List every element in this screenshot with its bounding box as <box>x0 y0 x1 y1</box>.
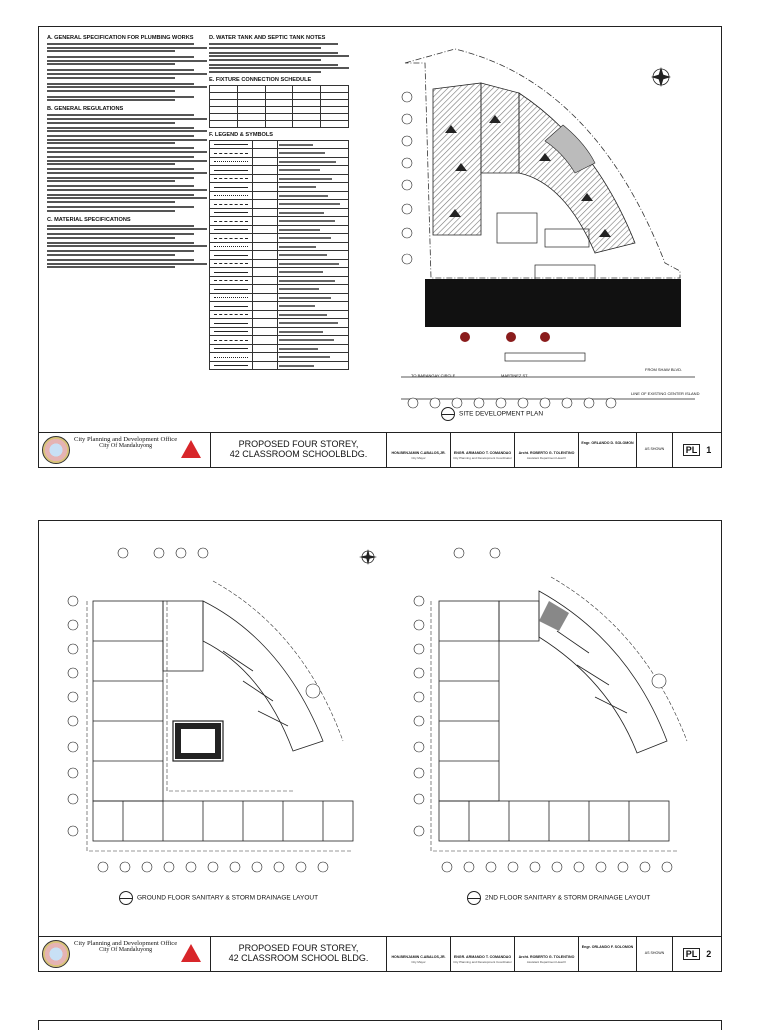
legend-row <box>210 183 349 192</box>
sig-role: City Mayor <box>411 456 426 460</box>
signatory-mayor <box>387 433 451 467</box>
section-e-title: E. FIXTURE CONNECTION SCHEDULE <box>209 76 312 83</box>
prepared-by <box>579 937 637 971</box>
ground-floor-drainage-layout <box>63 541 363 881</box>
sig-name: ENGR. ARMANDO T. COMANDAO <box>453 955 512 959</box>
scale-value: AS SHOWN <box>644 447 665 451</box>
prepared-name: Engr. ORLANDO F. SOLOMON <box>581 945 634 949</box>
site-plan-caption <box>441 407 543 421</box>
office-city: City Of Mandaluyong <box>99 947 153 953</box>
section-c-text <box>47 225 207 269</box>
legend-row <box>210 336 349 345</box>
warning-triangle-icon <box>181 440 201 458</box>
legend-row <box>210 276 349 285</box>
plumbing-sheet-3-partial <box>38 1020 722 1030</box>
sig-name: HON.BENJAMIN C.ABALOS,JR. <box>391 955 446 959</box>
legend-row <box>210 225 349 234</box>
legend-row <box>210 268 349 277</box>
sig-name: Archt. ROBERTO G. TOLENTINO <box>518 451 575 455</box>
office-name: City Planning and Development Office <box>74 940 178 947</box>
sheet-code: PL <box>683 948 701 960</box>
legend-row <box>210 191 349 200</box>
city-seal-icon <box>42 940 70 968</box>
legend-table <box>209 140 349 371</box>
legend-row <box>210 174 349 183</box>
legend-row <box>210 259 349 268</box>
scale-cell <box>637 433 673 467</box>
section-a-title: A. GENERAL SPECIFICATION FOR PLUMBING WORKS <box>47 35 194 41</box>
paved-parking-area <box>425 279 681 327</box>
fixture-schedule-table <box>209 85 349 128</box>
section-c-title: C. MATERIAL SPECIFICATIONS <box>47 216 131 223</box>
legend-row <box>210 310 349 319</box>
sig-name: ENGR. ARMANDO T. COMANDAO <box>453 451 512 455</box>
section-b-text <box>47 114 207 211</box>
project-cell <box>211 433 387 467</box>
legend-row <box>210 327 349 336</box>
notes-column-right <box>209 33 349 370</box>
prepared-name: Engr. ORLANDO D. SOLOMON <box>581 441 634 445</box>
legend-row <box>210 234 349 243</box>
site-plan-caption-text: SITE DEVELOPMENT PLAN <box>459 410 544 418</box>
callout-circle-icon <box>467 891 481 905</box>
project-title-line1: PROPOSED FOUR STOREY, <box>238 439 359 449</box>
legend-row <box>210 157 349 166</box>
title-block-2 <box>39 936 721 971</box>
legend-row <box>210 208 349 217</box>
section-a-text <box>47 43 207 101</box>
callout-circle-icon <box>441 407 455 421</box>
plumbing-sheet-2 <box>38 520 722 972</box>
sheet-code: PL <box>683 444 701 456</box>
legend-row <box>210 166 349 175</box>
sheet-number-cell <box>673 937 721 971</box>
legend-row <box>210 140 349 149</box>
legend-row <box>210 353 349 362</box>
city-seal-icon <box>42 436 70 464</box>
project-title-line2: 42 CLASSROOM SCHOOL BLDG. <box>228 953 369 963</box>
section-d-title: D. WATER TANK AND SEPTIC TANK NOTES <box>209 35 326 41</box>
office-cell <box>39 937 211 971</box>
sig-role: City Planning and Development Coordinator <box>453 960 512 964</box>
street-label-right: FROM SHAW BLVD. <box>645 367 683 372</box>
ground-floor-caption <box>119 891 318 905</box>
legend-row <box>210 319 349 328</box>
project-title-line1: PROPOSED FOUR STOREY, <box>238 943 359 953</box>
scale-value: AS SHOWN <box>644 951 665 955</box>
legend-row <box>210 302 349 311</box>
title-block-1 <box>39 432 721 467</box>
section-d-text <box>209 43 349 73</box>
scale-cell <box>637 937 673 971</box>
section-f-title: F. LEGEND & SYMBOLS <box>209 131 274 138</box>
signatory-architect <box>515 937 579 971</box>
legend-row <box>210 242 349 251</box>
legend-row <box>210 344 349 353</box>
second-floor-caption <box>467 891 650 905</box>
notes-column-left <box>47 33 207 270</box>
second-floor-caption-text: 2ND FLOOR SANITARY & STORM DRAINAGE LAYOUT <box>485 894 651 902</box>
prepared-by <box>579 433 637 467</box>
north-arrow-icon <box>651 67 671 87</box>
legend-row <box>210 293 349 302</box>
project-cell <box>211 937 387 971</box>
office-text <box>74 436 177 450</box>
office-city: City Of Mandaluyong <box>99 443 153 449</box>
signatory-mayor <box>387 937 451 971</box>
sig-name: HON.BENJAMIN C.ABALOS,JR. <box>391 451 446 455</box>
sig-name: Archt. ROBERTO G. TOLENTINO <box>518 955 575 959</box>
sheet-number-cell <box>673 433 721 467</box>
sheet-number: 2 <box>706 949 712 959</box>
office-text <box>74 940 177 954</box>
callout-circle-icon <box>119 891 133 905</box>
section-b-title: B. GENERAL REGULATIONS <box>47 106 124 113</box>
sig-role: Assistant Department Head II <box>526 960 567 964</box>
legend-row <box>210 217 349 226</box>
signatory-coordinator <box>451 433 515 467</box>
legend-row <box>210 200 349 209</box>
sig-role: City Planning and Development Coordinator <box>453 456 512 460</box>
legend-row <box>210 149 349 158</box>
office-name: City Planning and Development Office <box>74 436 178 443</box>
sheet-number: 1 <box>706 445 712 455</box>
office-cell <box>39 433 211 467</box>
signatory-architect <box>515 433 579 467</box>
north-arrow-icon <box>353 547 383 567</box>
plumbing-sheet-1 <box>38 26 722 468</box>
legend-row <box>210 251 349 260</box>
sig-role: Assistant Department Head II <box>526 456 567 460</box>
street-label-left: TO BARANGAY CIRCLE <box>411 373 456 378</box>
signatory-coordinator <box>451 937 515 971</box>
center-island-label: LINE OF EXISTING CENTER ISLAND <box>631 391 700 396</box>
street-label-mid: MARTINEZ ST. <box>501 373 529 378</box>
ground-floor-caption-text: GROUND FLOOR SANITARY & STORM DRAINAGE LAYOUT <box>137 894 319 902</box>
project-title-line2: 42 CLASSROOM SCHOOLBLDG. <box>229 449 368 459</box>
legend-row <box>210 285 349 294</box>
sig-role: City Mayor <box>411 960 426 964</box>
warning-triangle-icon <box>181 944 201 962</box>
legend-row <box>210 361 349 370</box>
second-floor-drainage-layout <box>409 541 709 881</box>
